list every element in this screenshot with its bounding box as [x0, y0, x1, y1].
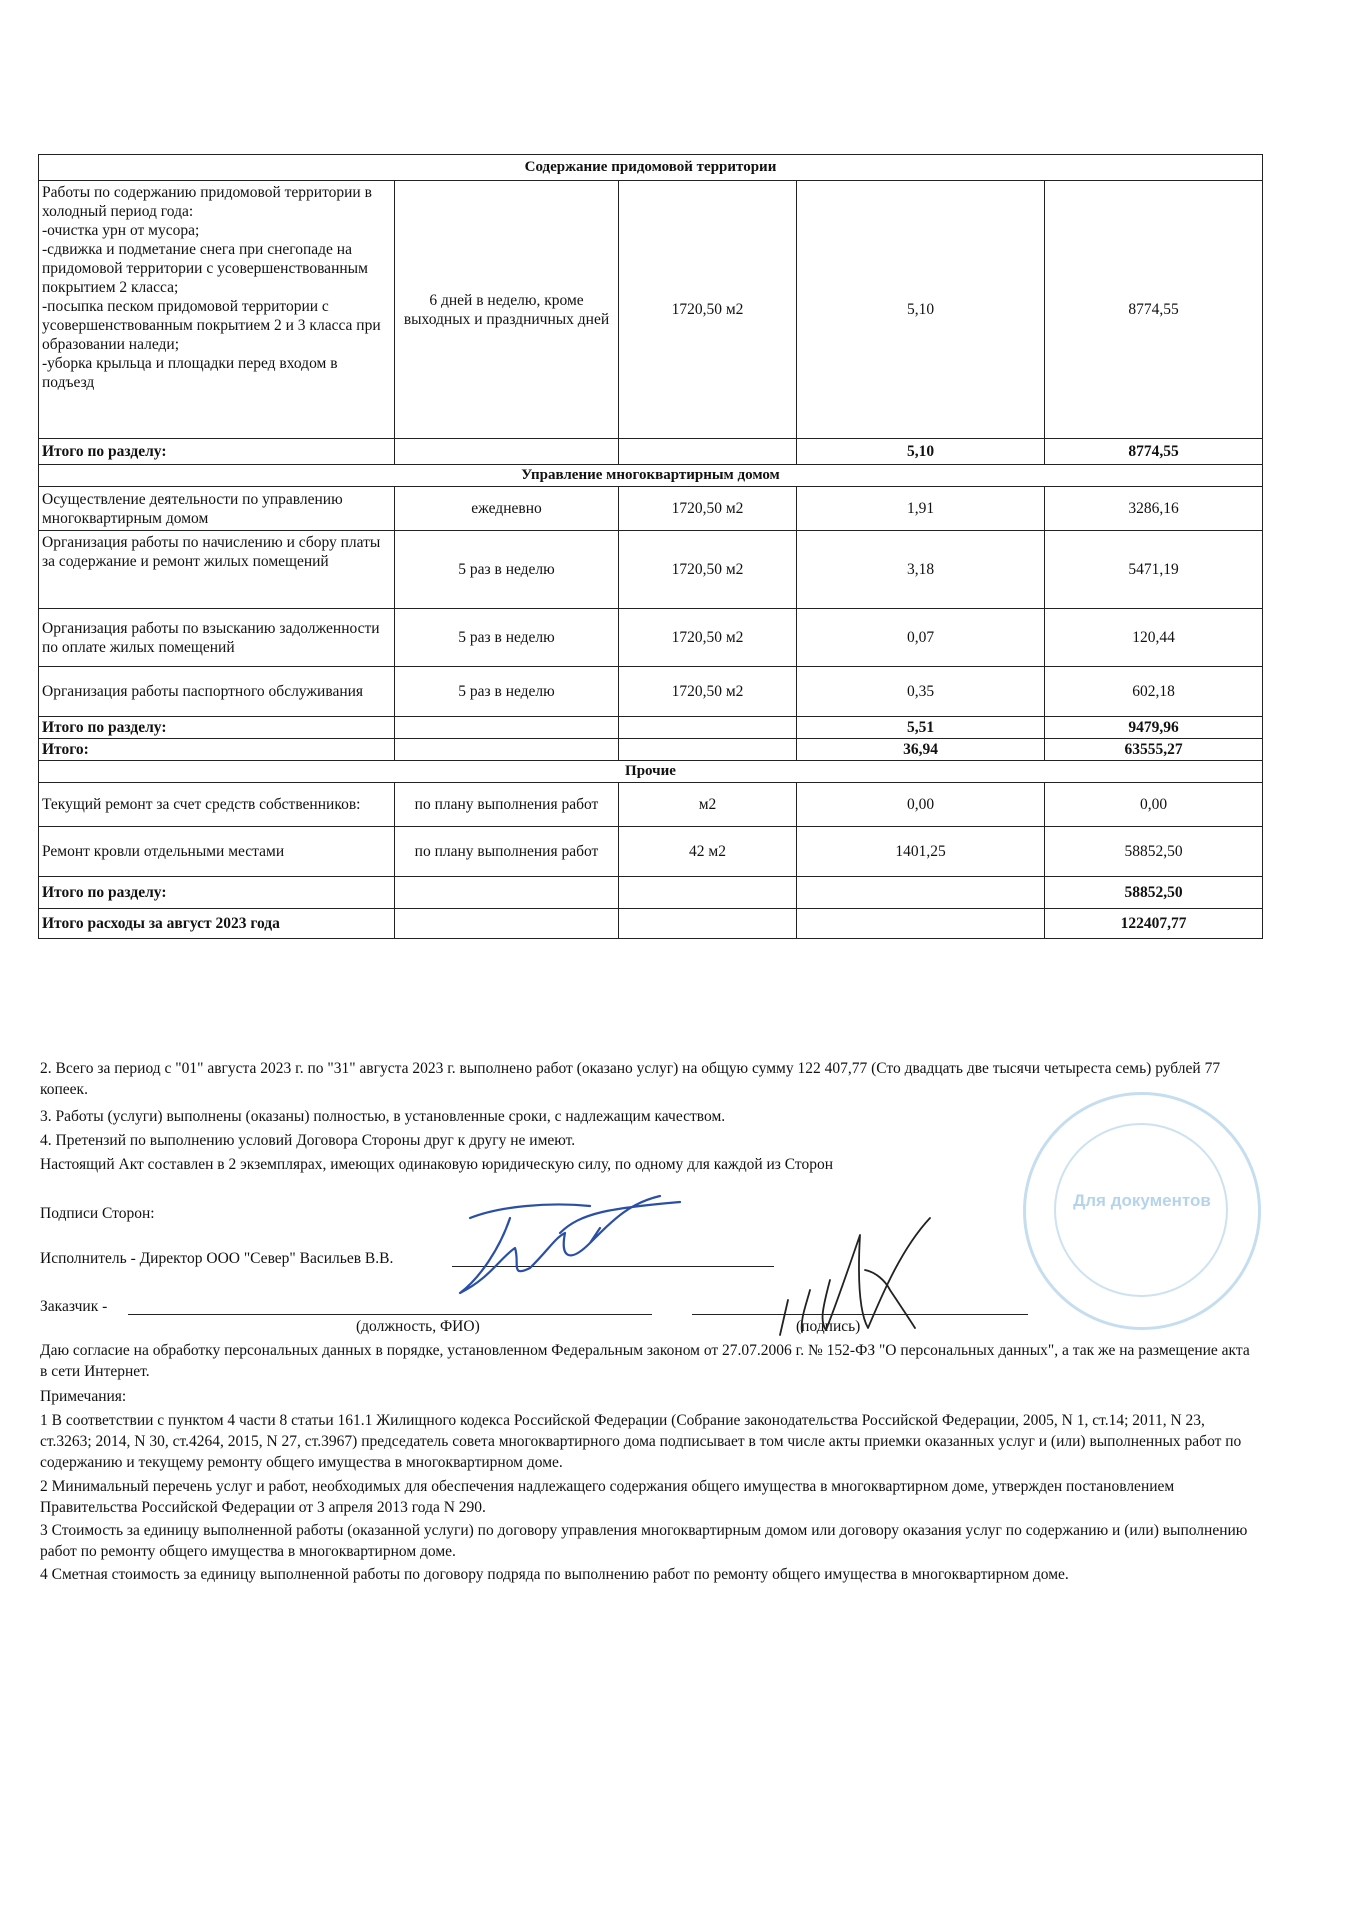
rate-cell: 3,18: [797, 531, 1045, 609]
sum-cell: 3286,16: [1045, 487, 1263, 531]
table-row: [39, 783, 1263, 827]
section-header: [39, 155, 1263, 181]
empty-cell: [395, 439, 619, 465]
table-row: [39, 827, 1263, 877]
frequency-cell: по плану выполнения работ: [395, 827, 619, 877]
expenses-total-row: [39, 909, 1263, 939]
section-total-row: [39, 439, 1263, 465]
executor-label: Исполнитель - Директор ООО "Север" Васильев В.В.: [40, 1250, 394, 1267]
sum-cell: 5471,19: [1045, 531, 1263, 609]
sum-cell: 8774,55: [1045, 181, 1263, 439]
frequency-cell: 5 раз в неделю: [395, 667, 619, 717]
executor-signature: [440, 1188, 700, 1308]
section-title: Управление многоквартирным домом: [39, 465, 1263, 487]
empty-cell: [395, 909, 619, 939]
rate-cell: 5,10: [797, 181, 1045, 439]
volume-cell: м2: [619, 783, 797, 827]
volume-cell: 1720,50 м2: [619, 531, 797, 609]
work-name-cell: Организация работы по взысканию задолженности по оплате жилых помещений: [39, 609, 395, 667]
rate-cell: 0,35: [797, 667, 1045, 717]
statement-no-claims: 4. Претензий по выполнению условий Договора Стороны друг к другу не имеют.: [40, 1132, 576, 1149]
grand-total-label: Итого:: [39, 739, 395, 761]
frequency-cell: ежедневно: [395, 487, 619, 531]
sum-cell: 58852,50: [1045, 827, 1263, 877]
empty-cell: [619, 877, 797, 909]
consent-text: Даю согласие на обработку персональных данных в порядке, установленном Федеральным законом от 27.07.2006 г. № 152-ФЗ "О персональных данных", а так же на размещение акта в сети Интернет.: [40, 1342, 1250, 1380]
volume-cell: 1720,50 м2: [619, 181, 797, 439]
table-row: [39, 531, 1263, 609]
empty-cell: [395, 739, 619, 761]
empty-cell: [395, 877, 619, 909]
total-sum: 9479,96: [1045, 717, 1263, 739]
stamp-text: Для документов: [1073, 1191, 1211, 1210]
note-1: 1 В соответствии с пунктом 4 части 8 статьи 161.1 Жилищного кодекса Российской Федерации (Собрание законодательства Российской Федерации, 2005, N 1, ст.14; 2011, N 23, ст.3263; 2014, N 30, ст.4264, 2015, N 27, ст.3967) председатель совета многоквартирного дома подписывает в том числе акты приемки оказанных услуг и (или) выполненных работ по содержанию и текущему ремонту общего имущества в многоквартирном доме.: [40, 1412, 1242, 1471]
section-total-row: [39, 717, 1263, 739]
section-title: Содержание придомовой территории: [39, 155, 1263, 181]
work-name-cell: Текущий ремонт за счет средств собственников:: [39, 783, 395, 827]
grand-total-sum: 63555,27: [1045, 739, 1263, 761]
empty-cell: [619, 739, 797, 761]
section-header: [39, 761, 1263, 783]
empty-cell: [619, 439, 797, 465]
total-sum: 8774,55: [1045, 439, 1263, 465]
grand-total-row: [39, 739, 1263, 761]
empty-cell: [619, 909, 797, 939]
total-rate: [797, 877, 1045, 909]
rate-cell: 1,91: [797, 487, 1045, 531]
signatures-heading: Подписи Сторон:: [40, 1205, 155, 1222]
work-name-cell: Организация работы по начислению и сбору платы за содержание и ремонт жилых помещений: [39, 531, 395, 609]
grand-total-rate: 36,94: [797, 739, 1045, 761]
services-table: [38, 154, 1263, 939]
statement-total-amount: 2. Всего за период с "01" августа 2023 г. по "31" августа 2023 г. выполнено работ (оказано услуг) на общую сумму 122 407,77 (Сто двадцать две тысячи четыреста семь) рублей 77 копеек.: [40, 1060, 1221, 1098]
note-2: 2 Минимальный перечень услуг и работ, необходимых для обеспечения надлежащего содержания общего имущества в многоквартирном доме, утвержден постановлением Правительства Российской Федерации от 3 апреля 2013 года N 290.: [40, 1478, 1175, 1516]
work-name-cell: Работы по содержанию придомовой территории в холодный период года: -очистка урн от мусора; -сдвижка и подметание снега при снегопаде на придомовой территории с усовершенствованным покрытием 2 класса; -посыпка песком придомовой территории с усовершенствованным покрытием 2 и 3 класса при образовании наледи; -уборка крыльца и площадки перед входом в подъезд: [39, 181, 395, 439]
total-label: Итого по разделу:: [39, 877, 395, 909]
empty-cell: [797, 909, 1045, 939]
customer-signature: [770, 1210, 1000, 1340]
sum-cell: 602,18: [1045, 667, 1263, 717]
statement-quality: 3. Работы (услуги) выполнены (оказаны) полностью, в установленные сроки, с надлежащим качеством.: [40, 1108, 726, 1125]
customer-label: Заказчик -: [40, 1298, 108, 1315]
table-row: [39, 667, 1263, 717]
volume-cell: 1720,50 м2: [619, 487, 797, 531]
volume-cell: 42 м2: [619, 827, 797, 877]
total-sum: 58852,50: [1045, 877, 1263, 909]
rate-cell: 0,07: [797, 609, 1045, 667]
customer-position-line: [128, 1314, 652, 1315]
frequency-cell: 5 раз в неделю: [395, 531, 619, 609]
statement-copies: Настоящий Акт составлен в 2 экземплярах, имеющих одинаковую юридическую силу, по одному для каждой из Сторон: [40, 1156, 834, 1173]
section-title: Прочие: [39, 761, 1263, 783]
rate-cell: 1401,25: [797, 827, 1045, 877]
expenses-total-sum: 122407,77: [1045, 909, 1263, 939]
rate-cell: 0,00: [797, 783, 1045, 827]
total-label: Итого по разделу:: [39, 439, 395, 465]
empty-cell: [619, 717, 797, 739]
note-3: 3 Стоимость за единицу выполненной работы (оказанной услуги) по договору управления многоквартирным домом или договору оказания услуг по содержанию и (или) выполнению работ по ремонту общего имущества в многоквартирном доме.: [40, 1522, 1248, 1560]
work-name-cell: Осуществление деятельности по управлению многоквартирным домом: [39, 487, 395, 531]
total-rate: 5,10: [797, 439, 1045, 465]
total-label: Итого по разделу:: [39, 717, 395, 739]
round-stamp: [1023, 1092, 1261, 1330]
notes-heading: Примечания:: [40, 1388, 127, 1405]
expenses-total-label: Итого расходы за август 2023 года: [39, 909, 395, 939]
empty-cell: [395, 717, 619, 739]
sum-cell: 120,44: [1045, 609, 1263, 667]
volume-cell: 1720,50 м2: [619, 667, 797, 717]
frequency-cell: по плану выполнения работ: [395, 783, 619, 827]
table-row: [39, 609, 1263, 667]
frequency-cell: 6 дней в неделю, кроме выходных и праздничных дней: [395, 181, 619, 439]
sum-cell: 0,00: [1045, 783, 1263, 827]
note-4: 4 Сметная стоимость за единицу выполненной работы по договору подряда по выполнению работ по ремонту общего имущества в многоквартирном доме.: [40, 1566, 1069, 1583]
work-name-cell: Ремонт кровли отдельными местами: [39, 827, 395, 877]
volume-cell: 1720,50 м2: [619, 609, 797, 667]
section-total-row: [39, 877, 1263, 909]
position-caption: (должность, ФИО): [356, 1318, 480, 1335]
table-row: [39, 487, 1263, 531]
frequency-cell: 5 раз в неделю: [395, 609, 619, 667]
total-rate: 5,51: [797, 717, 1045, 739]
section-header: [39, 465, 1263, 487]
work-name-cell: Организация работы паспортного обслуживания: [39, 667, 395, 717]
signature-caption: (подпись): [796, 1318, 861, 1335]
table-row: [39, 181, 1263, 439]
